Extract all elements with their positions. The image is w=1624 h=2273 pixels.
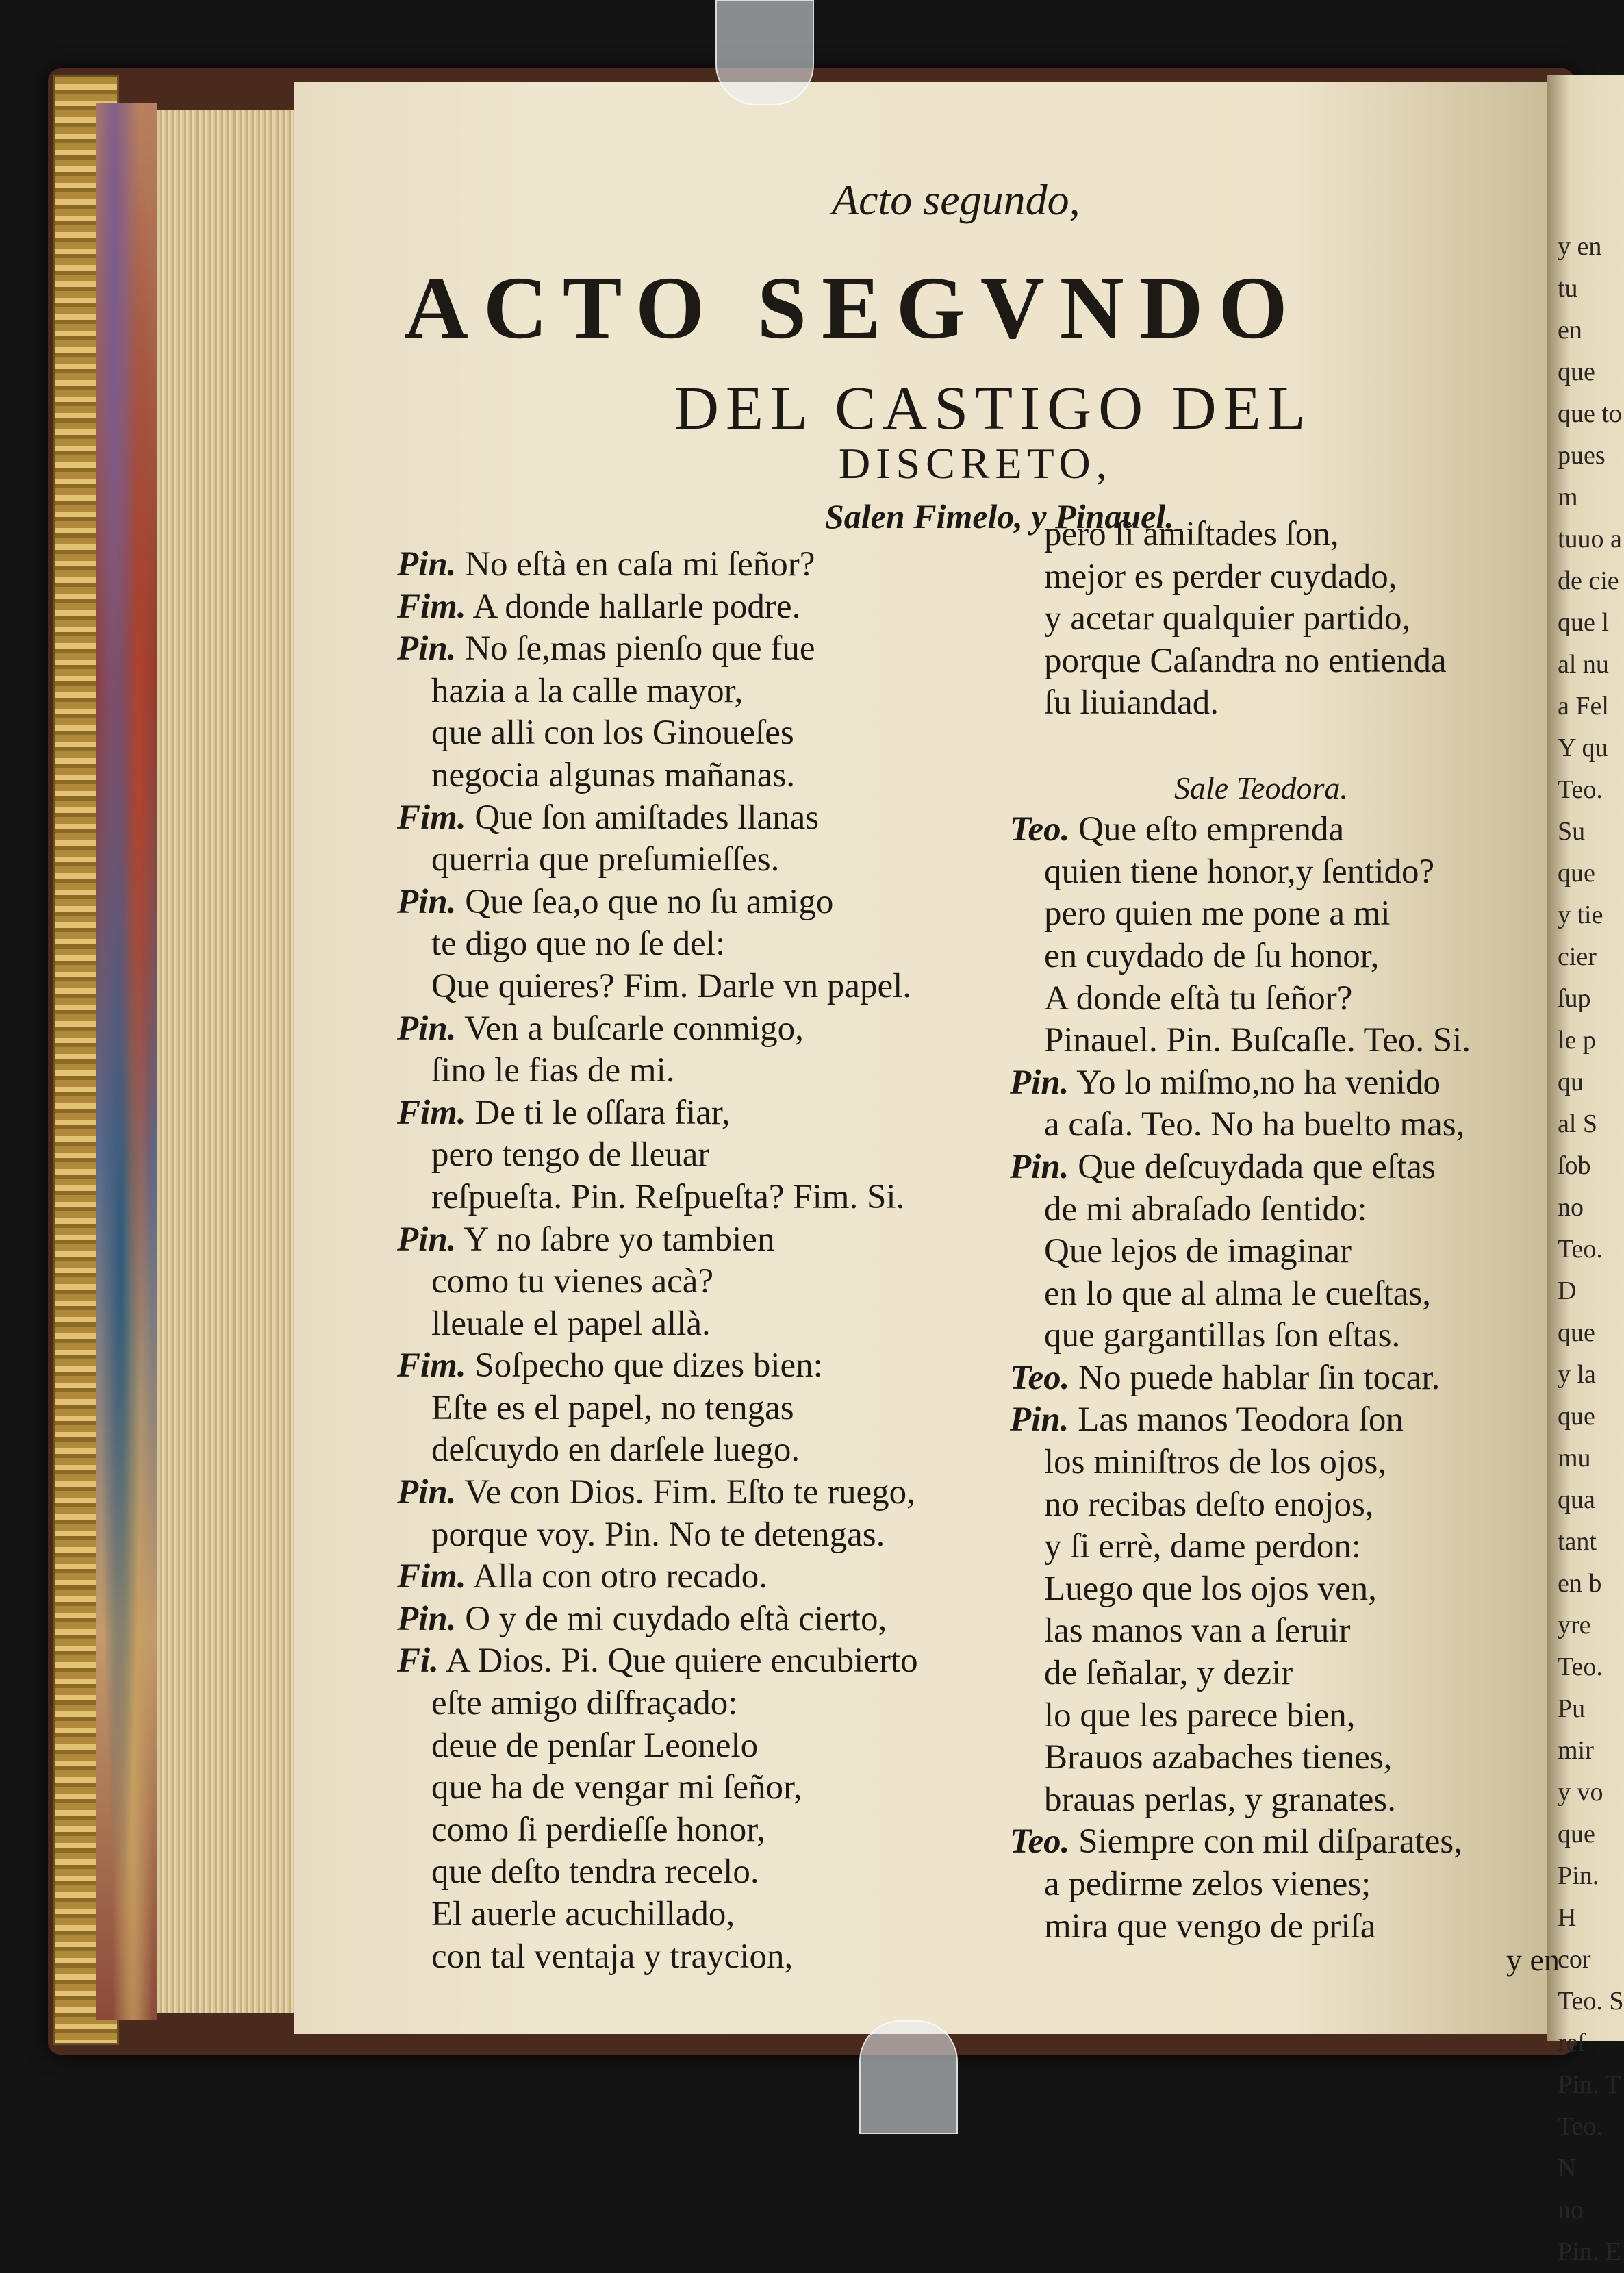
verse-line — [1010, 640, 1471, 683]
verse-text: porque Caſandra no entienda — [1044, 641, 1447, 680]
verse-text: no recibas deſto enojos, — [1044, 1485, 1374, 1524]
verse-text: que gargantillas ſon eſtas. — [1044, 1316, 1401, 1355]
running-head: Acto segundo, — [832, 175, 1080, 224]
verse-line — [397, 712, 918, 755]
next-page-fragment: y la — [1558, 1360, 1596, 1389]
speaker-label: Pin. — [1010, 1401, 1069, 1440]
verse-line — [397, 1936, 918, 1979]
next-page-fragment: cier — [1558, 942, 1597, 971]
speaker-label: Teo. — [1010, 1358, 1070, 1397]
verse-text: negocia algunas mañanas. — [431, 755, 796, 794]
next-page-fragment: Teo. N — [1558, 2112, 1603, 2183]
verse-line — [1010, 1695, 1471, 1737]
next-page-fragment: tuuo a — [1558, 525, 1622, 553]
verse-line — [1010, 598, 1471, 640]
next-page-fragment: cor — [1558, 1945, 1591, 1974]
verse-line — [397, 1767, 918, 1809]
verse-line — [397, 1894, 918, 1936]
next-page-fragment: de cie — [1558, 566, 1619, 595]
next-page-fragment: y vo — [1558, 1778, 1603, 1807]
next-page-fragment: Teo. Pu — [1558, 1653, 1603, 1723]
next-page-fragment: Teo. S — [1558, 1987, 1624, 2015]
verse-text: Yo lo miſmo,no ha venido — [1069, 1063, 1441, 1102]
verse-line — [1010, 1610, 1471, 1653]
verse-line — [1010, 1737, 1471, 1779]
next-page-fragment: yre — [1558, 1611, 1591, 1640]
verse-line — [397, 1050, 918, 1092]
verse-line — [1010, 1526, 1471, 1568]
verse-line — [1010, 851, 1471, 894]
speaker-label: Pin. — [397, 1473, 457, 1512]
verse-text: No eſtà en caſa mi ſeñor? — [456, 545, 815, 583]
verse-text: Y no ſabre yo tambien — [456, 1220, 775, 1259]
verse-text: Ven a buſcarle conmigo, — [456, 1009, 804, 1048]
speaker-label: Pin. — [397, 629, 457, 668]
verse-line — [1010, 1357, 1471, 1400]
verse-text: ſu liuiandad. — [1044, 683, 1219, 723]
verse-text: Que deſcuydada que eſtas — [1069, 1147, 1436, 1186]
next-page-fragment: qu — [1558, 1068, 1584, 1096]
verse-text: Siempre con mil diſparates, — [1069, 1822, 1462, 1861]
play-subtitle-2: DISCRETO, — [839, 439, 1113, 488]
speaker-label: Pin. — [397, 1220, 457, 1259]
verse-line — [397, 1429, 918, 1472]
verse-line — [397, 1725, 918, 1768]
marbled-endpaper — [96, 103, 157, 2020]
verse-line — [397, 1598, 918, 1641]
verse-text: Brauos azabaches tienes, — [1044, 1738, 1393, 1777]
verse-text: lo que les parece bien, — [1044, 1696, 1356, 1735]
verse-text: brauas perlas, y granates. — [1044, 1780, 1397, 1819]
verse-text: El auerle acuchillado, — [431, 1895, 735, 1933]
verse-line — [1010, 1821, 1471, 1863]
verse-line — [1010, 1231, 1471, 1273]
next-page-fragment: en que — [1558, 316, 1595, 386]
verse-text: de mi abraſado ſentido: — [1044, 1190, 1367, 1229]
next-page-fragment: que — [1558, 859, 1595, 888]
verse-line — [397, 1261, 918, 1303]
speaker-label: Fim. — [397, 798, 466, 837]
verse-text: te digo que no ſe del: — [431, 925, 726, 964]
next-page-fragment: qua — [1558, 1485, 1595, 1514]
verse-line — [397, 1219, 918, 1261]
verse-line — [1010, 1020, 1471, 1062]
verse-line — [397, 797, 918, 840]
verse-line — [397, 628, 918, 670]
verse-text: Pinauel. Pin. Buſcaſle. Teo. Si. — [1044, 1021, 1471, 1060]
verse-line — [397, 1683, 918, 1725]
speaker-label: Pin. — [397, 882, 457, 921]
verse-line — [397, 1092, 918, 1135]
verse-line — [397, 1809, 918, 1852]
verse-text: en lo que al alma le cueſtas, — [1044, 1274, 1432, 1313]
verse-text: y ſi errè, dame perdon: — [1044, 1527, 1362, 1566]
verse-line — [1010, 682, 1471, 725]
verse-text: y acetar qualquier partido, — [1044, 599, 1411, 638]
catchword: y en — [1506, 1942, 1560, 1977]
verse-text: Luego que los ojos ven, — [1044, 1569, 1377, 1608]
verse-line — [397, 1851, 918, 1894]
next-page-fragment: ſup — [1558, 984, 1591, 1013]
next-page-fragment: no — [1558, 1193, 1584, 1222]
verse-text: los miniſtros de los ojos, — [1044, 1443, 1387, 1482]
verse-line — [1010, 1653, 1471, 1695]
verse-line — [397, 586, 918, 629]
verse-text: porque voy. Pin. No te detengas. — [431, 1515, 885, 1554]
page-clip-top — [715, 0, 814, 105]
verse-line — [1010, 1062, 1471, 1105]
speaker-label: Fim. — [397, 1093, 466, 1132]
speaker-label: Pin. — [397, 1009, 457, 1048]
verse-line — [397, 923, 918, 966]
speaker-label: Fim. — [397, 1557, 466, 1596]
act-title: ACTO SEGVNDO — [404, 259, 1303, 357]
verse-line — [1010, 935, 1471, 978]
verse-line — [397, 1345, 918, 1387]
verse-text: pero ſi amiſtades ſon, — [1044, 515, 1339, 553]
verse-line — [397, 1177, 918, 1219]
verse-line — [1010, 725, 1471, 767]
verse-line — [397, 1387, 918, 1430]
verse-text: Soſpecho que dizes bien: — [466, 1346, 823, 1385]
verse-text: las manos van a ſeruir — [1044, 1611, 1351, 1650]
next-page-text — [1558, 226, 1624, 2273]
next-page-fragment: y tie — [1558, 901, 1603, 929]
verse-line — [397, 1008, 918, 1051]
verse-text: mejor es perder cuydado, — [1044, 557, 1397, 596]
verse-line: Sale Teodora. — [1174, 770, 1348, 805]
speaker-label: Fim. — [397, 1346, 466, 1385]
next-page-fragment: y en tu — [1558, 232, 1602, 303]
next-page-fragment: que — [1558, 1402, 1595, 1431]
verse-text: No ſe,mas pienſo que fue — [456, 629, 815, 668]
stage-direction: Salen Fimelo, y Pinauel. — [825, 497, 1174, 536]
verse-line — [1010, 1146, 1471, 1189]
speaker-label: Pin. — [397, 1599, 457, 1638]
verse-line — [1010, 1863, 1471, 1906]
next-page-fragment: le p — [1558, 1026, 1596, 1055]
verse-text: Eſte es el papel, no tengas — [431, 1388, 794, 1427]
verse-text: reſpueſta. Pin. Reſpueſta? Fim. Si. — [431, 1177, 905, 1216]
verse-line — [397, 881, 918, 924]
verse-line — [1010, 1442, 1471, 1484]
verse-line — [1010, 893, 1471, 935]
next-page-fragment: Teo. Su — [1558, 775, 1603, 846]
verse-text: lleuale el papel allà. — [431, 1304, 711, 1343]
verse-text: pero tengo de lleuar — [431, 1135, 710, 1175]
verse-text: A Dios. Pi. Que quiere encubierto — [438, 1642, 918, 1681]
verse-line — [1010, 514, 1471, 556]
verse-text: Que ſon amiſtades llanas — [466, 798, 820, 837]
next-page-fragment: que l — [1558, 608, 1609, 637]
verse-line — [397, 670, 918, 713]
next-page-fragment: que — [1558, 1820, 1595, 1848]
verse-text: mira que vengo de priſa — [1044, 1907, 1376, 1946]
verse-text: que deſto tendra recelo. — [431, 1853, 759, 1892]
verse-line — [1010, 1484, 1471, 1527]
verse-line — [397, 544, 918, 586]
verse-line — [1010, 809, 1471, 851]
right-text-column — [1010, 514, 1471, 1948]
next-page-fragment: al nu — [1558, 650, 1609, 679]
next-page-fragment: Teo. D — [1558, 1235, 1603, 1305]
verse-text: Que lejos de imaginar — [1044, 1232, 1352, 1271]
verse-text: Que quieres? Fim. Darle vn papel. — [431, 966, 912, 1005]
next-page-fragment: pues m — [1558, 441, 1606, 512]
next-page-fragment: Pin. H — [1558, 1861, 1599, 1932]
verse-text: ſino le fias de mi. — [431, 1051, 675, 1090]
verse-line — [397, 966, 918, 1008]
speaker-label: Pin. — [397, 545, 457, 583]
next-page-fragment: Y qu — [1558, 733, 1608, 762]
speaker-label: Pin. — [1010, 1147, 1069, 1186]
verse-text: quien tiene honor,y ſentido? — [1044, 852, 1435, 891]
verse-line — [1010, 1189, 1471, 1231]
speaker-label: Teo. — [1010, 810, 1070, 849]
verse-text: Ve con Dios. Fim. Eſto te ruego, — [456, 1473, 915, 1512]
verse-text: No puede hablar ſin tocar. — [1069, 1358, 1441, 1397]
next-page-fragment: que — [1558, 1318, 1595, 1347]
speaker-label: Fi. — [397, 1642, 439, 1681]
speaker-label: Teo. — [1010, 1822, 1070, 1861]
verse-line — [397, 1556, 918, 1598]
next-page-fragment: al S — [1558, 1109, 1598, 1138]
verse-line — [1010, 1779, 1471, 1822]
next-page-fragment: a Fel — [1558, 692, 1609, 720]
verse-text: A donde hallarle podre. — [466, 587, 801, 626]
left-text-column — [397, 544, 918, 1978]
verse-text: pero quien me pone a mi — [1044, 894, 1391, 933]
verse-line — [397, 1640, 918, 1683]
verse-line — [1010, 1315, 1471, 1357]
verse-text: querria que preſumieſſes. — [431, 840, 780, 879]
verse-text: que ha de vengar mi ſeñor, — [431, 1768, 802, 1807]
verse-text: eſte amigo diſfraçado: — [431, 1684, 738, 1723]
next-page-fragment: Pin. T — [1558, 2070, 1621, 2099]
verse-text: que alli con los Ginoueſes — [431, 714, 794, 753]
verse-text: a caſa. Teo. No ha buelto mas, — [1044, 1105, 1465, 1144]
next-page-fragment: que to — [1558, 399, 1622, 428]
verse-text: deue de penſar Leonelo — [431, 1726, 759, 1765]
verse-text: Las manos Teodora ſon — [1069, 1401, 1404, 1440]
next-page-fragment: Pin. E — [1558, 2237, 1621, 2266]
verse-line — [1010, 1104, 1471, 1146]
verse-line — [1010, 1568, 1471, 1611]
verse-text: con tal ventaja y traycion, — [431, 1937, 794, 1976]
speaker-label: Fim. — [397, 587, 466, 626]
verse-text: a pedirme zelos vienes; — [1044, 1865, 1371, 1903]
page-edges — [157, 110, 296, 2013]
verse-line — [1010, 1399, 1471, 1442]
verse-text: hazia a la calle mayor, — [431, 671, 744, 710]
verse-line — [397, 839, 918, 881]
verse-text: como tu vienes acà? — [431, 1262, 714, 1301]
verse-text: Que ſea,o que no ſu amigo — [456, 882, 834, 921]
verse-line — [1010, 978, 1471, 1020]
play-subtitle: DEL CASTIGO DEL — [674, 375, 1312, 442]
verse-text: De ti le oſſara fiar, — [466, 1093, 731, 1132]
next-page-fragment: mir — [1558, 1736, 1594, 1765]
next-page-fragment: no — [1558, 2196, 1584, 2224]
verse-line — [1010, 1906, 1471, 1948]
verse-line — [1010, 1273, 1471, 1316]
next-page-fragment: reſ — [1558, 2029, 1586, 2057]
verse-line — [397, 1134, 918, 1177]
verse-text: de ſeñalar, y dezir — [1044, 1654, 1293, 1693]
verse-text: en cuydado de ſu honor, — [1044, 936, 1380, 975]
verse-text: como ſi perdieſſe honor, — [431, 1810, 765, 1849]
speaker-label: Pin. — [1010, 1063, 1069, 1102]
next-page-fragment: mu — [1558, 1444, 1591, 1472]
verse-text: Alla con otro recado. — [466, 1557, 768, 1596]
next-page-fragment: en b — [1558, 1569, 1602, 1598]
verse-text: deſcuydo en darſele luego. — [431, 1431, 800, 1470]
next-page-fragment: ſob — [1558, 1151, 1591, 1180]
page-clip-bottom — [859, 2020, 958, 2134]
verse-text: O y de mi cuydado eſtà cierto, — [456, 1599, 887, 1638]
verse-text: Que eſto emprenda — [1069, 810, 1345, 849]
verse-line — [397, 1472, 918, 1514]
next-page-fragment: tant — [1558, 1527, 1597, 1556]
verse-line — [397, 1303, 918, 1346]
verse-line — [1010, 556, 1471, 599]
verse-line — [397, 1514, 918, 1557]
verse-line — [397, 755, 918, 797]
verse-text: A donde eſtà tu ſeñor? — [1044, 979, 1353, 1018]
